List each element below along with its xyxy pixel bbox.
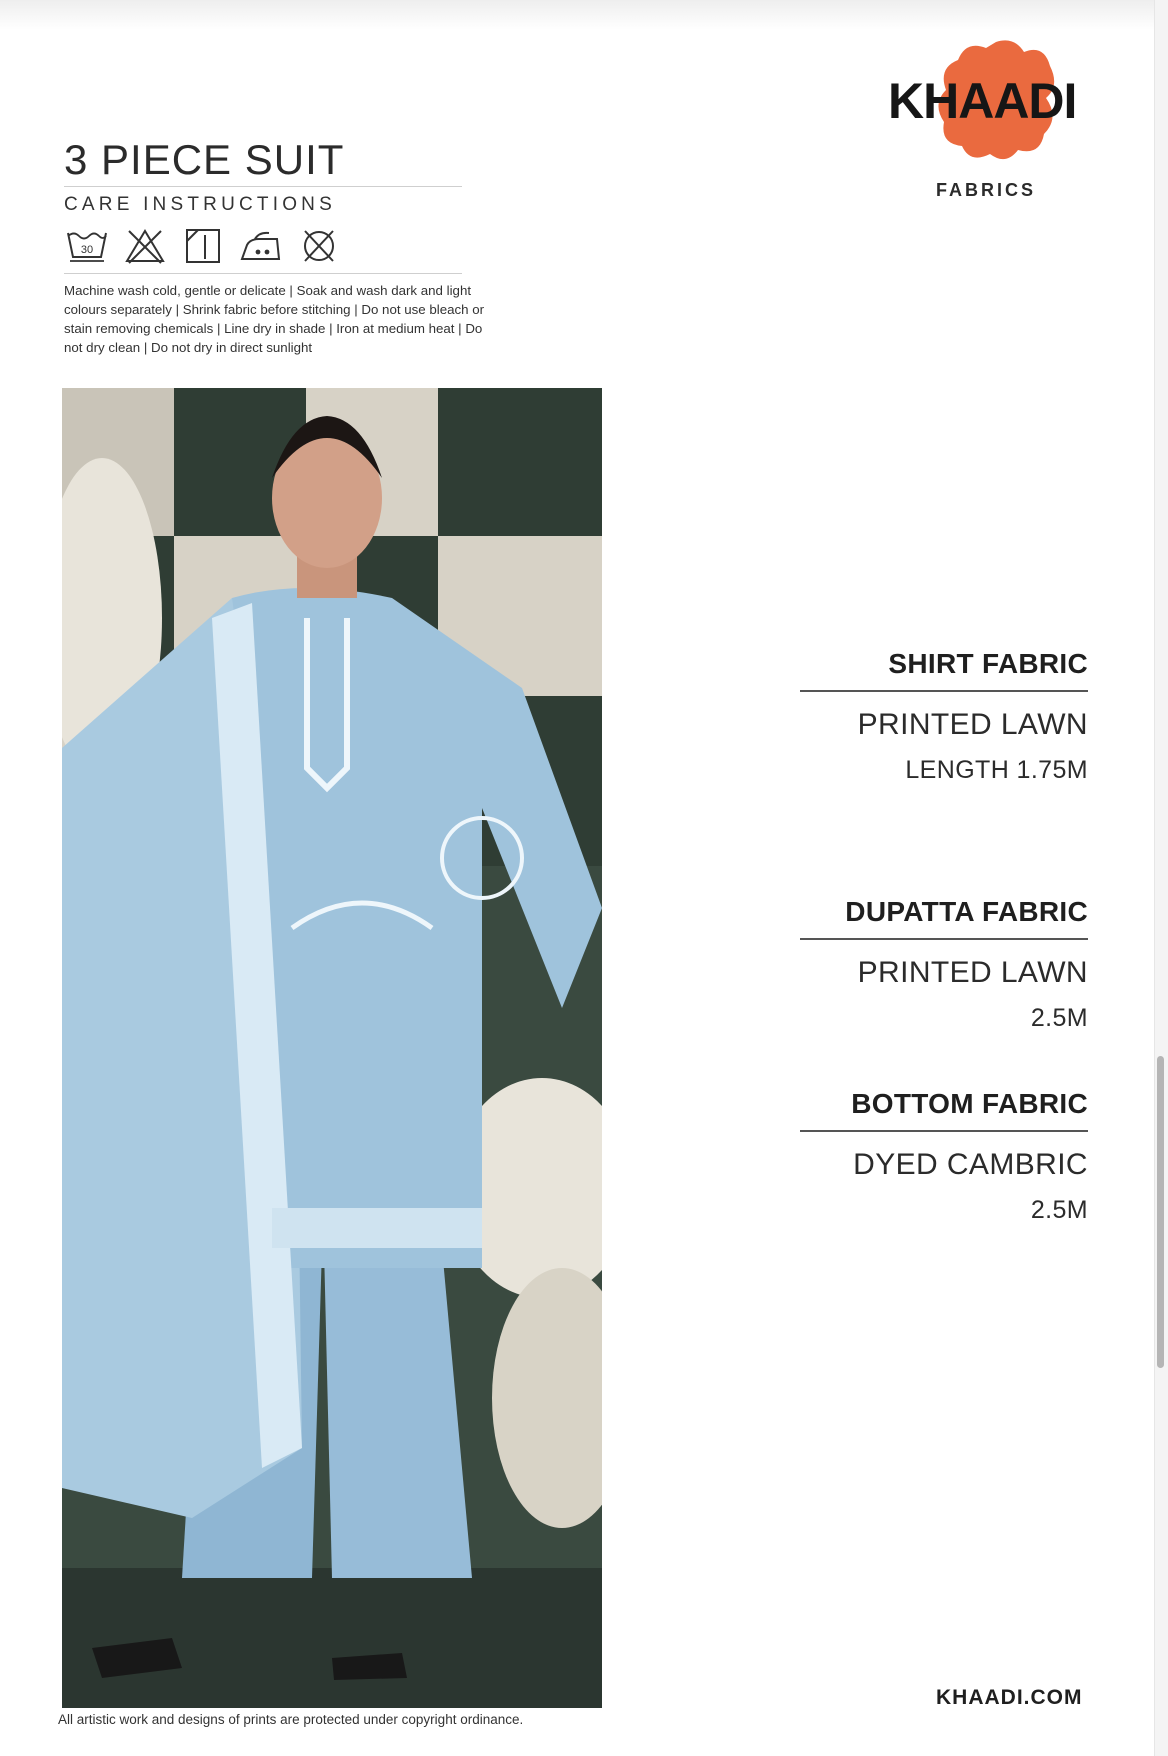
dupatta-fabric-spec	[800, 896, 1088, 1033]
brand-subtitle: FABRICS	[936, 180, 1037, 200]
brand-logo[interactable]	[880, 38, 1100, 164]
bottom-fabric-spec	[800, 1088, 1088, 1225]
shirt-fabric-heading: SHIRT FABRIC	[888, 648, 1088, 679]
dupatta-fabric-type: PRINTED LAWN	[857, 956, 1088, 989]
bottom-fabric-type: DYED CAMBRIC	[853, 1148, 1088, 1181]
shirt-fabric-length: LENGTH 1.75M	[905, 756, 1088, 784]
care-heading: CARE INSTRUCTIONS	[64, 194, 336, 215]
scrollbar-thumb[interactable]	[1157, 1056, 1164, 1368]
dupatta-fabric-heading: DUPATTA FABRIC	[845, 896, 1088, 927]
scrollbar-track[interactable]	[1154, 0, 1168, 1756]
bottom-fabric-length: 2.5M	[1030, 1196, 1088, 1224]
care-divider	[64, 273, 462, 274]
care-icons	[64, 226, 342, 266]
copyright-note: All artistic work and designs of prints are protected under copyright ordinance.	[58, 1712, 524, 1727]
website-link[interactable]: KHAADI.COM	[936, 1686, 1083, 1709]
top-fade	[0, 0, 1168, 30]
shirt-divider	[800, 690, 1088, 692]
title-divider	[64, 186, 462, 187]
no-dry-clean-icon	[296, 226, 342, 266]
bottom-fabric-heading: BOTTOM FABRIC	[851, 1088, 1088, 1119]
model-photo	[62, 388, 602, 1708]
shirt-fabric-spec	[800, 648, 1088, 785]
product-title: 3 PIECE SUIT	[64, 136, 345, 183]
shirt-fabric-type: PRINTED LAWN	[857, 708, 1088, 741]
iron-medium-icon	[238, 226, 284, 266]
dupatta-fabric-length: 2.5M	[1030, 1004, 1088, 1032]
no-bleach-icon	[122, 226, 168, 266]
bottom-divider	[800, 1130, 1088, 1132]
svg-text:30: 30	[80, 244, 94, 256]
wash-30-icon	[64, 226, 110, 266]
dupatta-divider	[800, 938, 1088, 940]
care-instructions: Machine wash cold, gentle or delicate | Soak and wash dark and light colours separately | Shrink fabric before stitching | Do not use bleach or stain removing chemicals | Line dry in shade | Iron at medium heat | Do not dry clean | Do not dry in direct sunlight	[64, 283, 485, 355]
line-dry-shade-icon	[180, 226, 226, 266]
brand-name: KHAADI	[888, 73, 1077, 129]
